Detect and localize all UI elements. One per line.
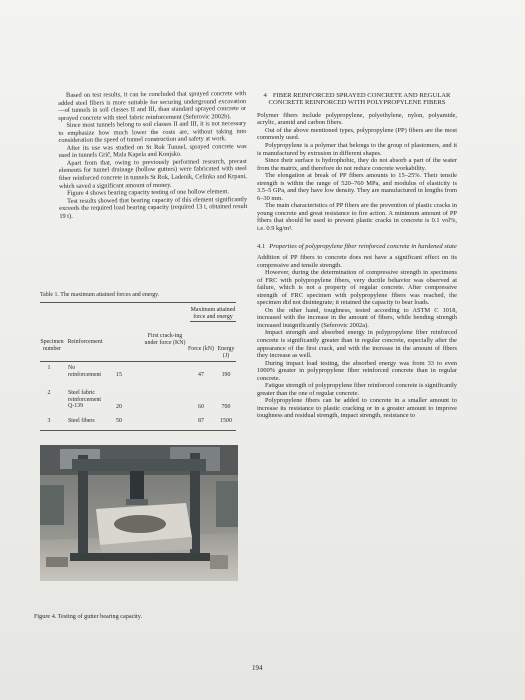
paragraph: Based on test results, it can be concluded that sprayed concrete with added steel fibers is more suitable for securing underground excavation—of tunnels in soil classes II and III, than standard sprayed concrete or sprayed concrete with steel fabric reinforcement (Seferovic 2002b). [58, 90, 247, 122]
table-bottom-rule [40, 430, 236, 431]
section-number: 4 [263, 92, 267, 99]
cell-energy: 190 [221, 371, 231, 378]
cell-num: 1 [47, 364, 51, 371]
header-reinforcement: Reinforcement [67, 338, 103, 345]
header-specimen: Specimen number [40, 338, 64, 352]
cell-num: 3 [47, 417, 51, 424]
paragraph: Apart from that, owing to previously performed research, precast elements for tunnel drainage (hollow gutters) were fabricated with steel fiber reinforced concrete in tunnels St Rok, Ladenik, Celinka and Krpani, which saved a significant amount of money. [58, 157, 247, 190]
paragraph: After its use was studied on St Rok Tunnel, sprayed concrete was used in tunnels Grič, Mala Kapela and Konjsko. [58, 142, 247, 160]
cell-force: 60 [198, 403, 204, 410]
subsection-title: Properties of polypropylene fiber reinforced concrete in hardened state [269, 242, 457, 250]
paragraph: Impact strength and absorbed energy in polypropylene fiber reinforced concrete is significantly greater than in regular concrete, especially after the appearance of the first crack, and with the increase in the amount of fibers they increase as well. [257, 329, 457, 360]
section-title: FIBER REINFORCED SPRAYED CONCRETE AND REGULAR CONCRETE REINFORCED WITH POLYPROPYLENE FIBERS [268, 92, 451, 107]
page-number: 194 [252, 664, 263, 672]
paragraph: Polymer fibers include polypropylene, polyethylene, nylon, polyamide, acrylic, aramid and carbon fibers. [257, 111, 457, 127]
header-first-crack: First crack-ing under force (KN) [144, 332, 186, 346]
gutter-test-photo [40, 445, 238, 581]
cell-force: 47 [198, 371, 204, 378]
cell-energy: 700 [221, 403, 231, 410]
table-row [40, 416, 236, 430]
cell-first-crack: 50 [116, 417, 122, 424]
header-max-force: Force (kN) [188, 345, 215, 352]
cell-force: 87 [198, 417, 204, 424]
paragraph: On the other hand, toughness, tested according to ASTM C 1018, increased with the increase in the amount of fibers, while bending strength increased insignificantly (Seferovic 2002a). [257, 306, 457, 329]
paragraph: Polypropylene is a polymer that belongs to the group of plastomers, and it is manufactured by extrusion in different shapes. [257, 142, 457, 157]
paragraph: During impact load testing, the absorbed energy was from 33 to even 1000% greater in polypropylene fiber reinforced concrete than in regular concrete. [257, 359, 457, 382]
cell-reinforcement: No reinforcement [68, 364, 102, 378]
section-heading [257, 92, 457, 107]
cell-first-crack: 15 [116, 371, 122, 378]
header-max-group: Maximum attained force and energy [190, 307, 236, 323]
test-rig-image [40, 445, 238, 581]
table-caption: Table 1. The maximum attained forces and energy. [40, 292, 160, 298]
paragraph: Since their surface is hydrophobic, they do not absorb a part of the water from the matrix, and therefore do not reduce concrete workability. [257, 157, 457, 172]
cell-first-crack: 20 [116, 403, 122, 410]
right-column-text [257, 92, 457, 420]
paragraph: Polypropylene fibers can be added to concrete in a smaller amount to increase its resistance to plastic cracking or in a greater amount to improve toughness and residual strength, impact strength, resistance to [257, 397, 457, 420]
cell-num: 2 [47, 389, 51, 396]
paragraph: Since most tunnels belong to soil classes II and III, it is not necessary to emphasize how much lower the costs are, without taking into consideration the speed of tunnel construction and safety at work. [58, 120, 247, 145]
paragraph: The main characteristics of PP fibers are the prevention of plastic cracks in young concrete and great resistance to fire action. A minimum amount of PP fibers that should be used to prevent plastic cracks in concrete is 0.1 vol%, i.e. 0.9 kg/m³. [257, 202, 457, 233]
paragraph: Test results showed that bearing capacity of this element significantly exceeds the required load bearing capacity (required 13 t, obtained result 19 t). [59, 195, 248, 220]
paragraph: The elongation at break of PP fibers amounts to 15–25%. Their tensile strength is within the range of 520–760 MPa, and modulus of elasticity is 3.5–5 GPa, and they have low density. They are manufactured in lengths from 6–30 mm. [257, 172, 457, 202]
cell-energy: 1500 [220, 417, 232, 424]
paragraph: Out of the above mentioned types, polypropylene (PP) fibers are the most commonly used. [257, 126, 457, 142]
subsection-heading [257, 243, 457, 250]
paragraph: Addition of PP fibers to concrete does not have a significant effect on its compressive and tensile strength. [257, 253, 457, 269]
table-row [40, 362, 236, 388]
header-max-energy: Energy (J) [217, 345, 235, 359]
paragraph: However, during the determination of compressive strength in specimens of FRC with polypropylene fibers, very ductile behavior was observed at failure, which is not a property of regular concrete. After compressive strength of FRC specimen with polypropylene fibers was reached, the specimen did not disintegrate; it retained the capacity to bear loads. [257, 269, 457, 307]
forces-energy-table [40, 292, 236, 431]
table-row [40, 388, 236, 416]
figure-caption: Figure 4. Testing of gutter bearing capacity. [34, 613, 142, 620]
cell-reinforcement: Steel fibers [68, 417, 95, 424]
cell-reinforcement: Steel fabric reinforcement Q-139 [68, 389, 102, 410]
subsection-number: 4.1 [257, 242, 266, 250]
table-header [40, 303, 236, 361]
left-column-text [58, 90, 247, 220]
paragraph: Fatigue strength of polypropylene fiber reinforced concrete is significantly greater than the one of regular concrete. [257, 382, 457, 397]
paragraph: Figure 4 shows bearing capacity testing of one hollow element. [67, 188, 229, 198]
